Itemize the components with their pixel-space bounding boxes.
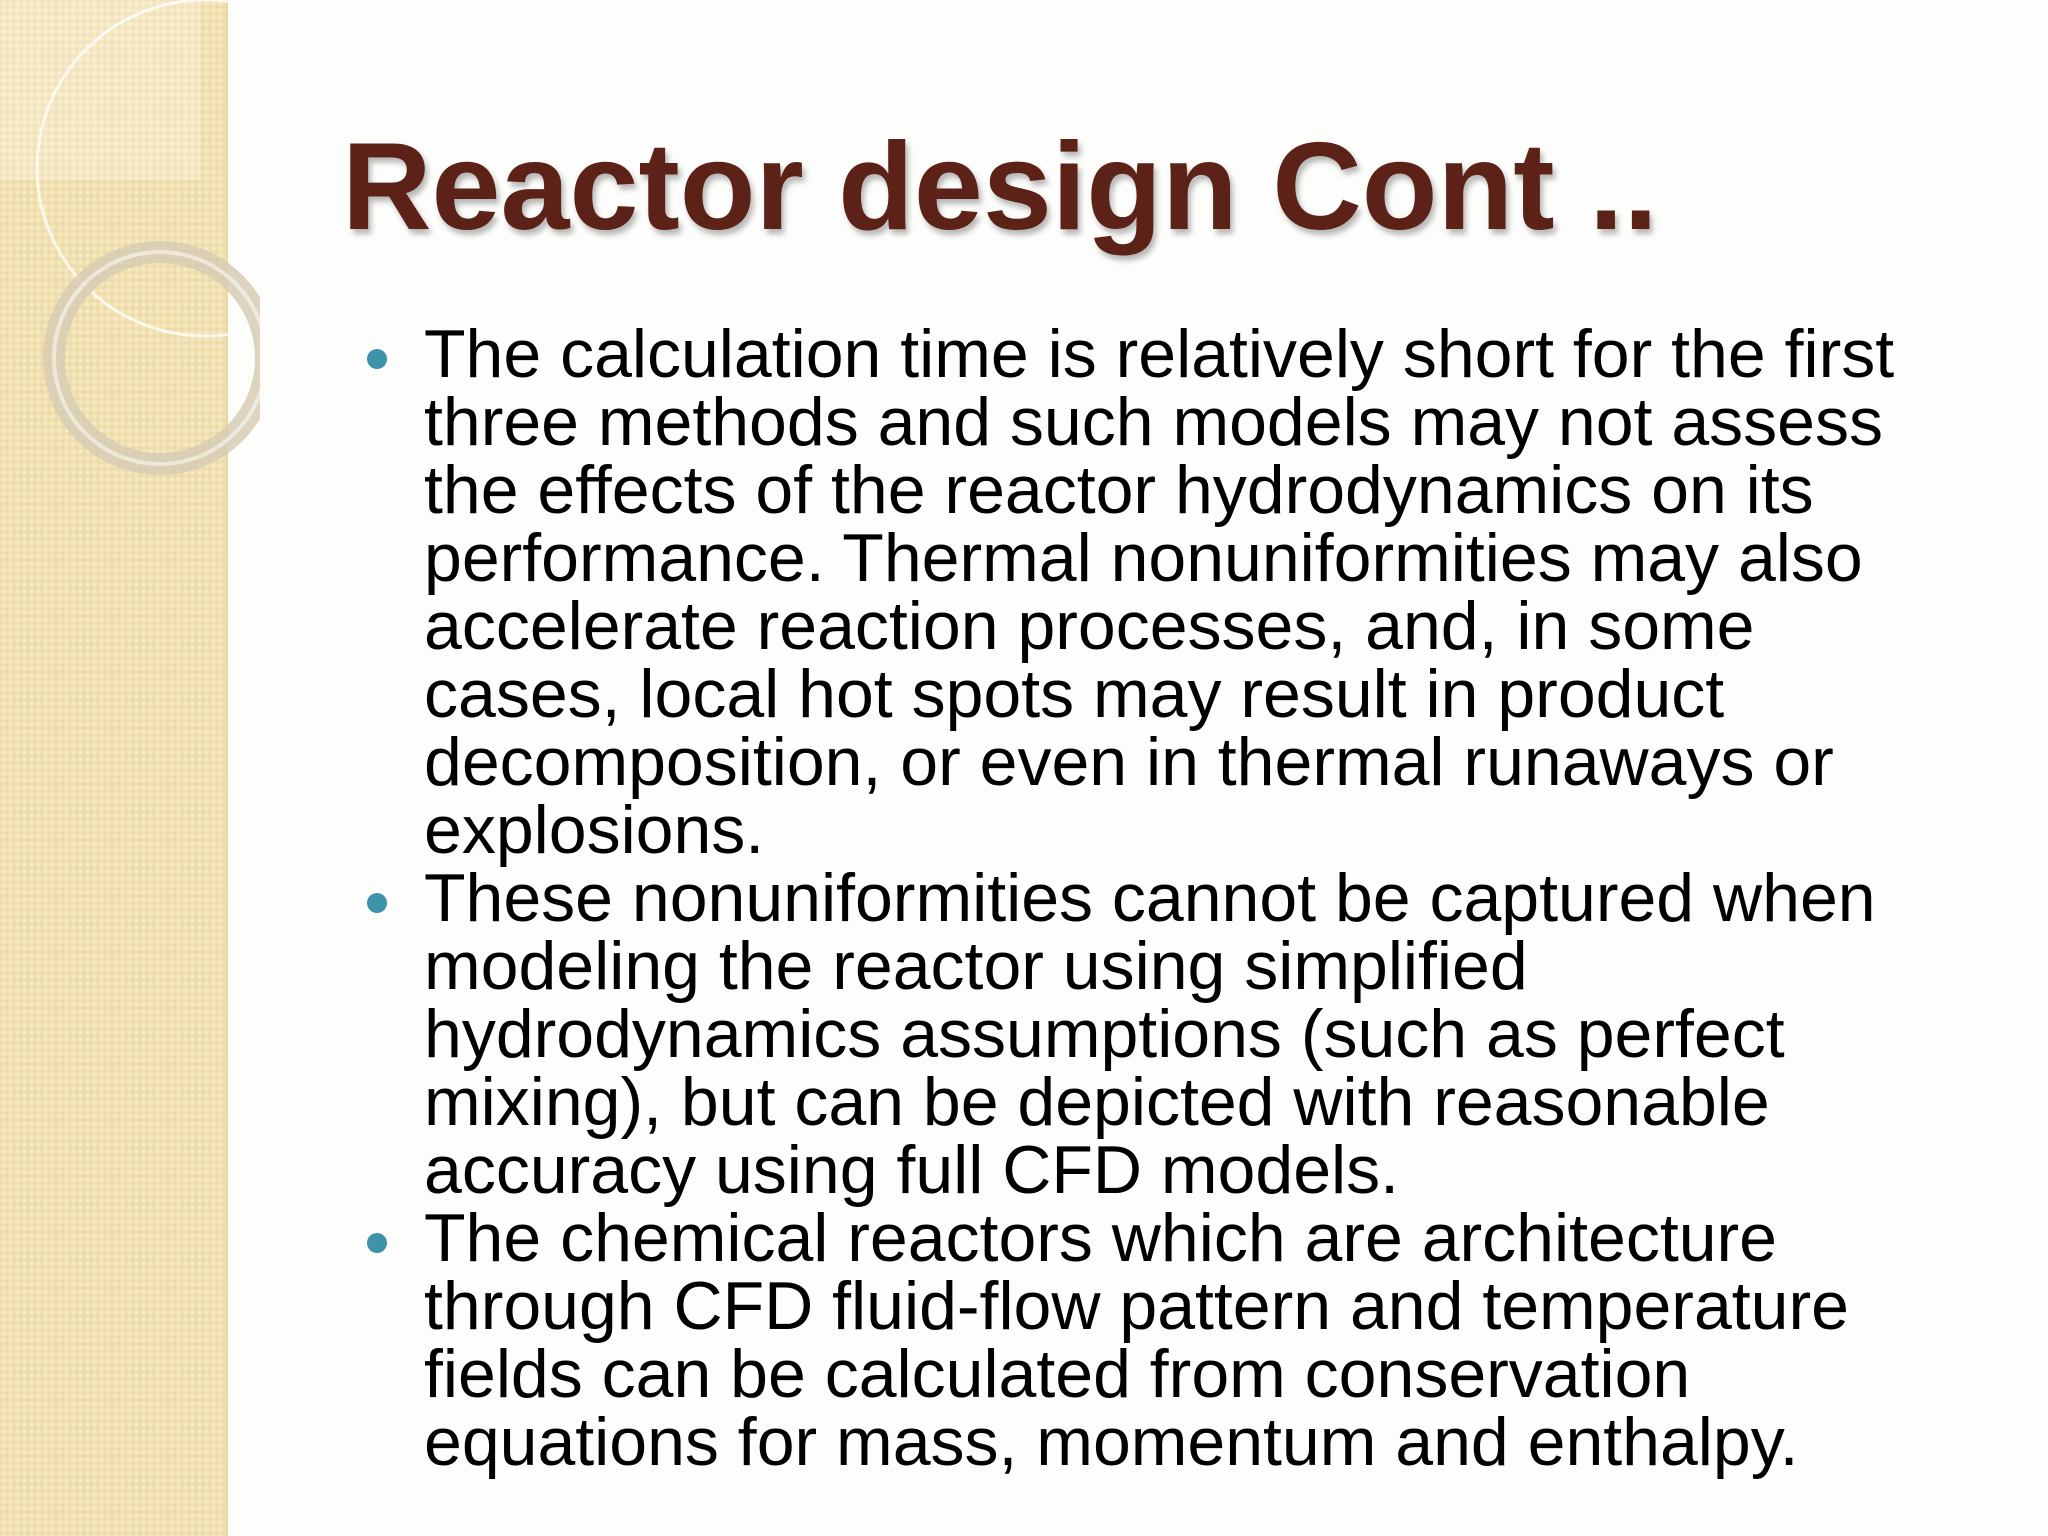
bullet-dot-icon [367, 349, 387, 369]
bullet-dot-icon [367, 893, 387, 913]
bullet-line: mixing), but can be depicted with reasonable [424, 1064, 1770, 1140]
bullet-line: equations for mass, momentum and enthalpy. [424, 1404, 1799, 1480]
bullet-line: modeling the reactor using simplified [424, 928, 1528, 1004]
bullet-item [0, 316, 1994, 868]
bullet-line: hydrodynamics assumptions (such as perfect [424, 996, 1785, 1072]
bullet-line: fields can be calculated from conservation [424, 1336, 1691, 1412]
bullet-line: The calculation time is relatively short for the first [424, 316, 1895, 392]
bullet-line: the effects of the reactor hydrodynamics on its [424, 452, 1814, 528]
bullet-line: cases, local hot spots may result in product [424, 656, 1725, 732]
bullet-line: The chemical reactors which are architecture [424, 1200, 1777, 1276]
bullet-item [0, 1200, 1994, 1480]
bullet-dot-icon [367, 1233, 387, 1253]
bullet-line: performance. Thermal nonuniformities may also [424, 520, 1863, 596]
bullet-line: through CFD fluid-flow pattern and temperature [424, 1268, 1849, 1344]
bullet-line: These nonuniformities cannot be captured when [424, 860, 1876, 936]
bullet-line: explosions. [424, 792, 765, 868]
bullet-line: three methods and such models may not assess [424, 384, 1883, 460]
bullet-line: decomposition, or even in thermal runaways or [424, 724, 1834, 800]
bullet-item [0, 860, 1994, 1208]
slide-title: Reactor design Cont .. [342, 118, 1658, 256]
bullet-list [0, 316, 1994, 1480]
bullet-line: accuracy using full CFD models. [424, 1132, 1400, 1208]
bullet-line: accelerate reaction processes, and, in some [424, 588, 1755, 664]
